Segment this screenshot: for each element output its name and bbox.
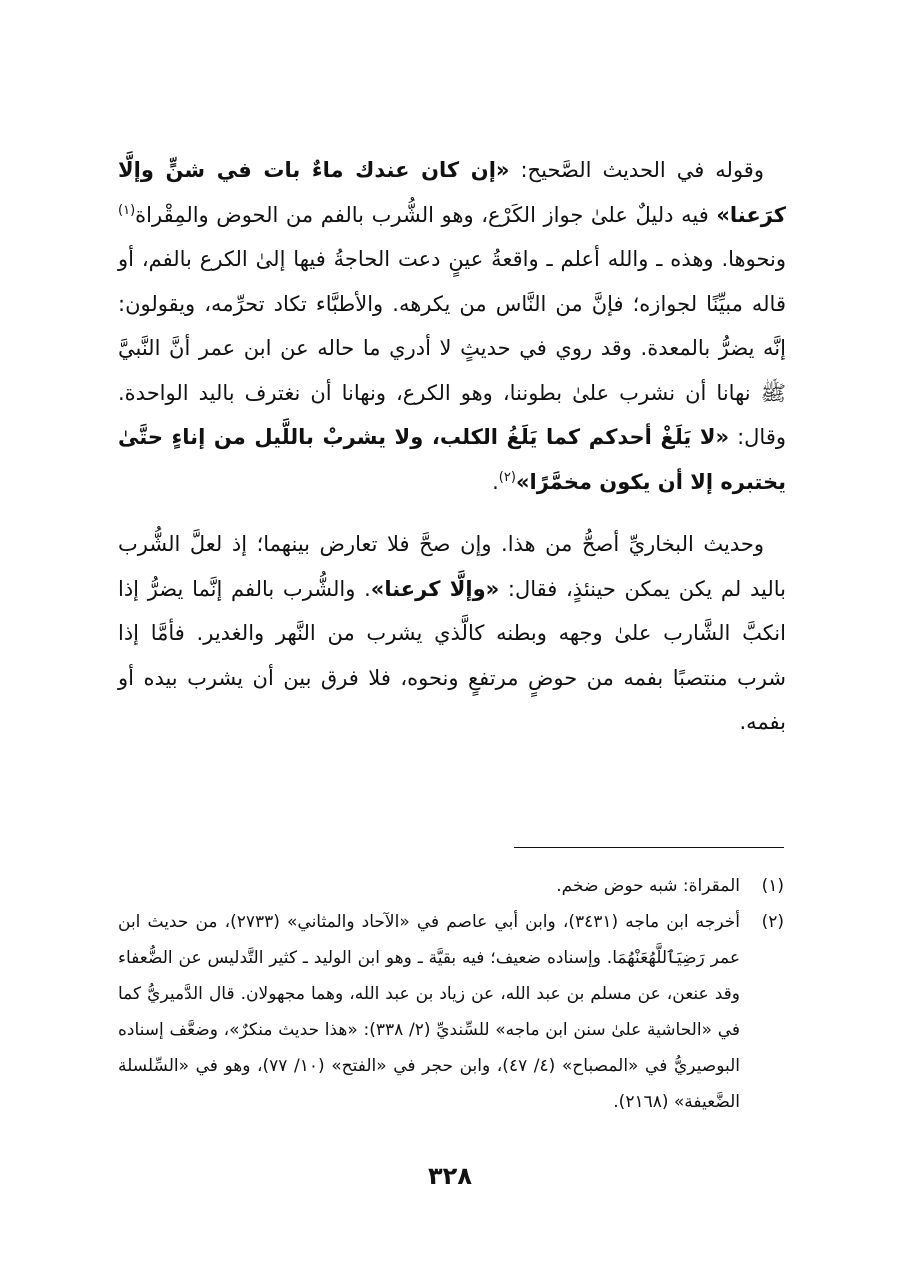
text-run: وقوله في الحديث الصَّحيح:	[509, 158, 764, 182]
footnote-number: (٢)	[761, 912, 784, 932]
text-run: ونحوها. وهذه ـ والله أعلم ـ واقعةُ عينٍ دعت الحاجةُ فيها إلىٰ الكرع بالفم، أو قاله مبيِّنًا لجوازه؛ فإنَّ من النَّاس من يكرهه. والأطبَّاء تكاد تحرِّمه، ويقولون: إنَّه يضرُّ بالمعدة. وقد روي في حديثٍ لا أدري ما حاله عن ابن عمر أنَّ النَّبيَّ ﷺ نهانا أن نشرب علىٰ بطوننا، وهو الكرع، ونهانا أن نغترف باليد الواحدة. وقال:	[118, 247, 786, 449]
text-run: . والشُّرب بالفم إنَّما يضرُّ إذا انكبَّ الشَّارب علىٰ وجهه وبطنه كالَّذي يشرب من النَّهر والغدير. فأمَّا إذا شرب منتصبًا بفمه من حوضٍ مرتفعٍ ونحوه، فلا فرق بين أن يشرب بيده أو بفمه.	[118, 576, 786, 734]
page-number: ٣٢٨	[428, 1162, 472, 1190]
footnote	[118, 868, 784, 904]
footnotes	[118, 868, 784, 1120]
footnote-text: المقراة: شبه حوض ضخم.	[556, 876, 740, 896]
main-text	[118, 148, 786, 745]
footnote-number: (١)	[761, 876, 784, 896]
text-run: .	[492, 469, 499, 494]
footnote-ref[interactable]: (٢)	[498, 469, 516, 485]
footnote-ref[interactable]: (١)	[118, 202, 136, 218]
hadith-quote: «لا يَلَغْ أحدكم كما يَلَغُ الكلب، ولا يشربْ باللَّيل من إناءٍ حتَّىٰ يختبره إلا أن يكون مخمَّرًا»	[118, 425, 786, 494]
text-run: فيه دليلٌ علىٰ جواز الكَرْع، وهو الشُّرب بالفم من الحوض والمِقْراة	[135, 202, 717, 227]
text-run: وحديث البخاريِّ أصحُّ من هذا. وإن صحَّ فلا تعارض بينهما؛ إذ لعلَّ الشُّرب باليد لم يكن يمكن حينئذٍ، فقال:	[118, 532, 786, 601]
hadith-quote: «إن كان عندك ماءٌ بات في شنٍّ وإلَّا كرَعنا»	[118, 158, 786, 227]
footnote-text: أخرجه ابن ماجه (٣٤٣١)، وابن أبي عاصم في «الآحاد والمثاني» (٢٧٣٣)، من حديث ابن عمر رَضِيَٱللَّهُعَنْهُمَا. وإسناده ضعيف؛ فيه بقيَّة ـ وهو ابن الوليد ـ كثير التَّدليس عن الضُّعفاء وقد عنعن، عن مسلم بن عبد الله، عن زياد بن عبد الله، وهما مجهولان. قال الدَّميريُّ كما في «الحاشية علىٰ سنن ابن ماجه» للسِّنديِّ (٢/ ٣٣٨): «هذا حديث منكرٌ»، وضعَّف إسناده البوصيريُّ في «المصباح» (٤/ ٤٧)، وابن حجر في «الفتح» (١٠/ ٧٧)، وهو في «السِّلسلة الضَّعيفة» (٢١٦٨).	[118, 912, 741, 1112]
footnote-divider	[514, 847, 784, 848]
footnote	[118, 904, 784, 1120]
hadith-quote: «وإلَّا كرعنا»	[370, 576, 500, 601]
paragraph-1	[118, 148, 786, 504]
paragraph-2	[118, 522, 786, 745]
